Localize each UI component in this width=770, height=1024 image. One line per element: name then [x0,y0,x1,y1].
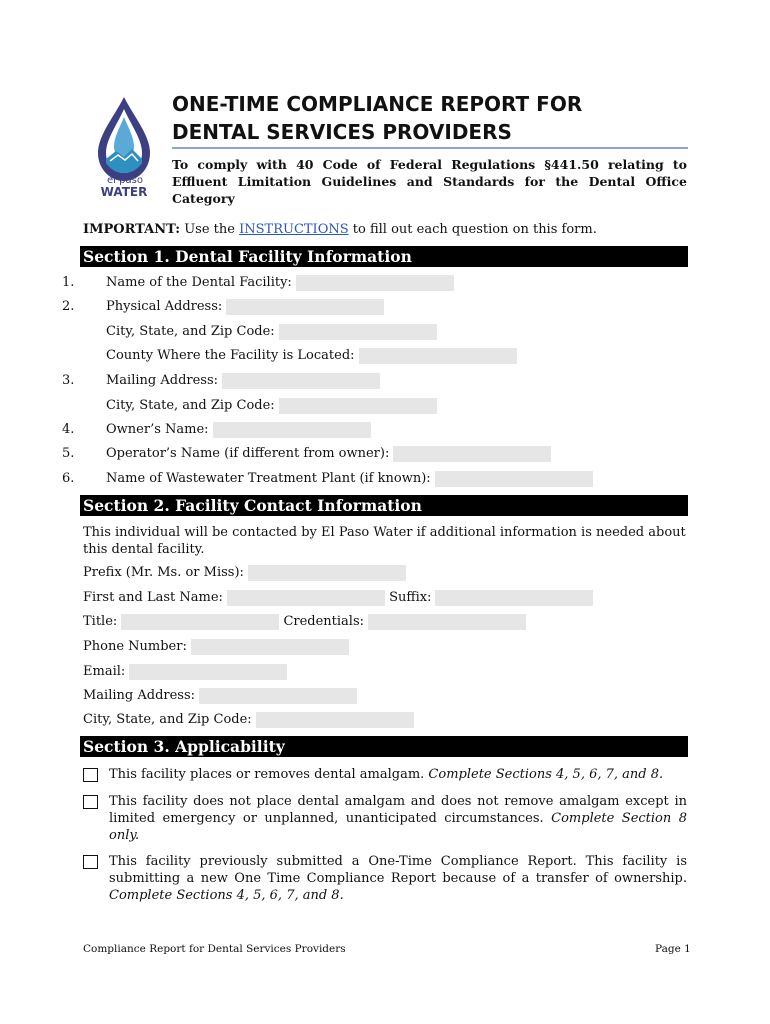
phone-row [83,639,349,655]
important-post: to fill out each question on this form. [348,222,597,237]
mailing-address-input[interactable] [222,373,380,389]
important-label: IMPORTANT: [83,222,181,237]
option-instruction: Complete Sections 4, 5, 6, 7, and 8. [428,767,664,782]
county-row [106,348,517,364]
item-number: 3. [62,373,75,388]
option-text: This facility does not place dental amalgam and does not remove amalgam except in limited emergency or unplanned, unanticipated circumstances. [109,794,687,826]
mailing-city-state-zip-input[interactable] [279,398,437,414]
option-1-checkbox[interactable] [83,768,98,782]
applicability-option-3 [83,853,687,904]
title-rule [172,147,688,149]
item-number: 4. [62,422,75,437]
option-2-checkbox[interactable] [83,795,98,809]
prefix-input[interactable] [248,565,406,581]
phone-input[interactable] [191,639,349,655]
logo-text-el-paso: el paso [107,175,143,186]
section-2-intro: This individual will be contacted by El Paso Water if additional information is needed about this dental facility. [83,525,686,557]
facility-name-input[interactable] [296,275,454,291]
field-label: First and Last Name: [83,590,223,605]
item-number: 1. [62,275,75,290]
wastewater-plant-input[interactable] [435,471,593,487]
item-number: 2. [62,299,75,314]
suffix-input[interactable] [435,590,593,606]
wastewater-plant-row [62,471,593,487]
contact-mailing-row [83,688,357,704]
physical-address-row [62,299,384,315]
option-text: This facility previously submitted a One-Time Compliance Report. This facility is submitting a new One Time Compliance Report because of a transfer of ownership. [109,854,687,886]
credentials-input[interactable] [368,614,526,630]
contact-mailing-address-input[interactable] [199,688,357,704]
mailing-city-row [106,398,437,414]
document-title [172,90,692,146]
title-line-2: DENTAL SERVICES PROVIDERS [172,120,512,144]
field-label: County Where the Facility is Located: [106,348,355,363]
option-3-text [109,853,687,904]
section-2-header: Section 2. Facility Contact Information [80,495,688,516]
field-label: Operator’s Name (if different from owner): [106,446,390,461]
important-pre: Use the [180,222,240,237]
owner-name-row [62,422,371,438]
option-2-text [109,793,687,844]
section-3-header: Section 3. Applicability [80,736,688,757]
email-row [83,664,287,680]
option-instruction: Complete Section 8 only. [109,811,687,843]
prefix-row [83,565,406,581]
section-1-header: Section 1. Dental Facility Information [80,246,688,267]
physical-address-input[interactable] [226,299,384,315]
first-last-name-input[interactable] [227,590,385,606]
title-credentials-row [83,614,526,630]
logo-text-water: WATER [100,185,148,199]
instructions-link[interactable]: INSTRUCTIONS [239,222,349,237]
field-label: Mailing Address: [106,373,219,388]
field-label: Physical Address: [106,299,223,314]
item-number: 5. [62,446,75,461]
field-label: Phone Number: [83,639,187,654]
option-3-checkbox[interactable] [83,855,98,869]
operator-name-input[interactable] [393,446,551,462]
field-label: City, State, and Zip Code: [106,398,275,413]
footer-document-name: Compliance Report for Dental Services Providers [83,943,346,955]
mailing-address-row [62,373,380,389]
applicability-option-2 [83,793,687,844]
email-input[interactable] [129,664,287,680]
contact-city-state-zip-input[interactable] [256,712,414,728]
county-input[interactable] [359,348,517,364]
field-label: Suffix: [389,590,432,605]
field-label: Prefix (Mr. Ms. or Miss): [83,565,244,580]
option-1-text [109,766,687,783]
title-input[interactable] [121,614,279,630]
applicability-option-1 [83,766,687,783]
physical-city-row [106,324,437,340]
important-note [83,222,597,237]
item-number: 6. [62,471,75,486]
field-label: Email: [83,664,126,679]
field-label: Name of the Dental Facility: [106,275,292,290]
option-instruction: Complete Sections 4, 5, 6, 7, and 8. [109,888,344,903]
field-label: Owner’s Name: [106,422,209,437]
field-label: City, State, and Zip Code: [83,712,252,727]
field-label: Title: [83,614,118,629]
physical-city-state-zip-input[interactable] [279,324,437,340]
operator-name-row [62,446,551,462]
contact-name-row [83,590,593,606]
title-line-1: ONE-TIME COMPLIANCE REPORT FOR [172,92,583,116]
document-subtitle: To comply with 40 Code of Federal Regulations §441.50 relating to Effluent Limitation Guidelines and Standards for the Dental Office Category [172,157,687,206]
field-label: Mailing Address: [83,688,196,703]
option-text: This facility places or removes dental amalgam. [109,767,429,782]
facility-name-row [62,275,454,291]
footer-page-number: Page 1 [655,943,691,955]
owner-name-input[interactable] [213,422,371,438]
contact-city-row [83,712,414,728]
field-label: Name of Wastewater Treatment Plant (if known): [106,471,431,486]
field-label: Credentials: [283,614,365,629]
field-label: City, State, and Zip Code: [106,324,275,339]
